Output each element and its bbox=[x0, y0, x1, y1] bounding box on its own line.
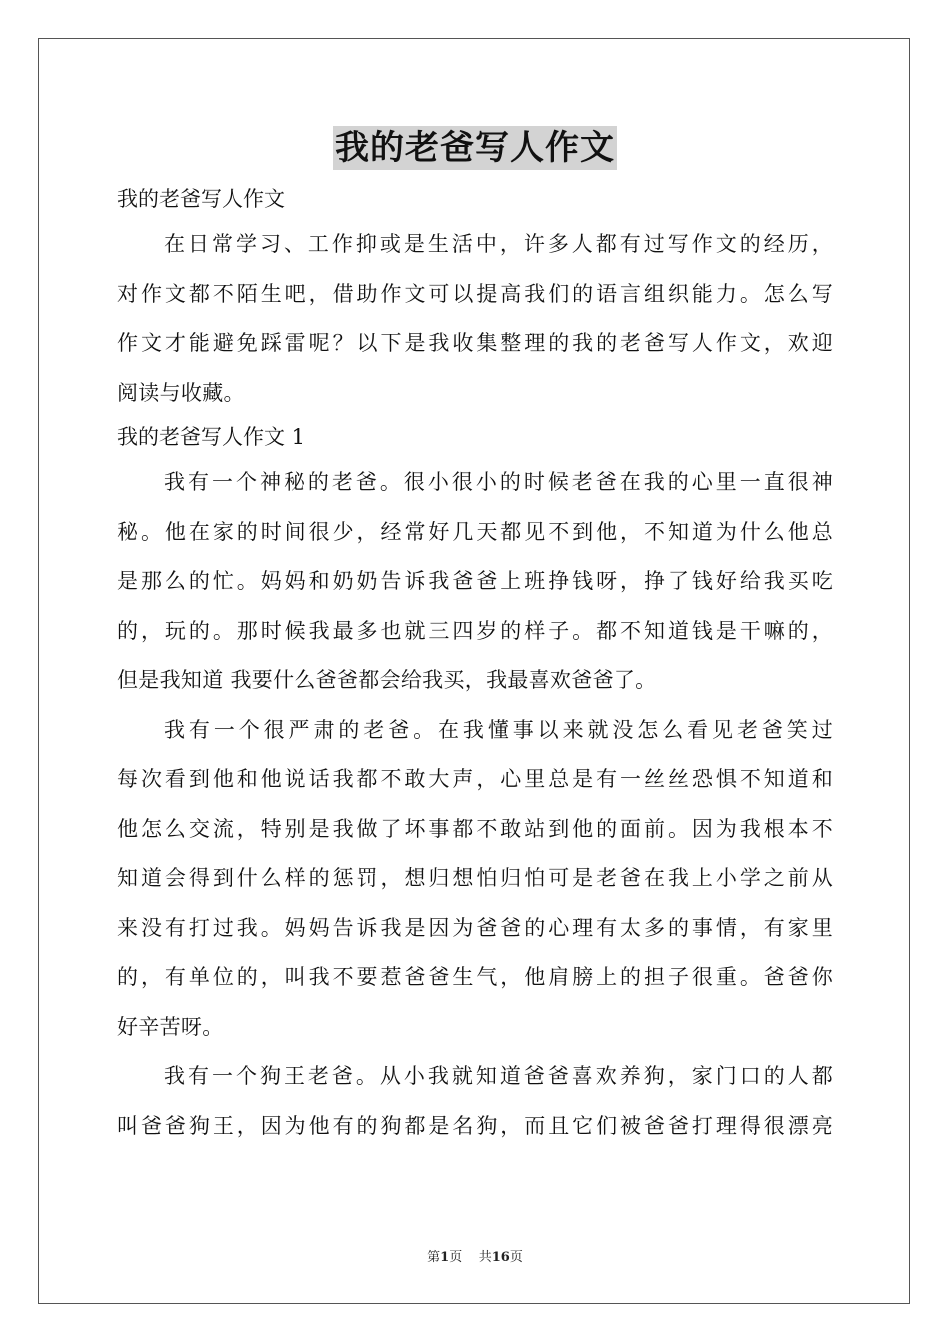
text-line: 的，有单位的，叫我不要惹爸爸生气，他肩膀上的担子很重。爸爸你 bbox=[117, 965, 833, 989]
section-heading: 我的老爸写人作文 1 bbox=[117, 425, 306, 449]
total-prefix: 共 bbox=[478, 1250, 492, 1265]
title-container bbox=[0, 126, 950, 170]
page-footer bbox=[0, 1246, 950, 1265]
document-title: 我的老爸写人作文 bbox=[335, 128, 615, 168]
text-line: 他怎么交流，特别是我做了坏事都不敢站到他的面前。因为我根本不 bbox=[117, 816, 833, 841]
text-line: 来没有打过我。妈妈告诉我是因为爸爸的心理有太多的事情，有家里 bbox=[117, 915, 833, 940]
text-line: 叫爸爸狗王，因为他有的狗都是名狗，而且它们被爸爸打理得很漂亮 bbox=[117, 1113, 833, 1138]
document-subtitle: 我的老爸写人作文 bbox=[117, 187, 285, 211]
text-line: 每次看到他和他说话我都不敢大声，心里总是有一丝丝恐惧不知道和 bbox=[117, 767, 833, 791]
text-line: 我有一个狗王老爸。从小我就知道爸爸喜欢养狗，家门口的人都 bbox=[164, 1064, 833, 1088]
body-paragraph bbox=[117, 458, 833, 706]
current-page-number: 1 bbox=[440, 1250, 450, 1265]
text-line: 作文才能避免踩雷呢？以下是我收集整理的我的老爸写人作文，欢迎 bbox=[117, 331, 833, 355]
text-line: 阅读与收藏。 bbox=[117, 380, 245, 405]
page-prefix: 第 bbox=[427, 1250, 441, 1265]
body-paragraph bbox=[117, 706, 833, 1053]
page-unit: 页 bbox=[449, 1250, 463, 1265]
text-line: 好辛苦呀。 bbox=[117, 1014, 224, 1039]
text-line: 我有一个很严肃的老爸。在我懂事以来就没怎么看见老爸笑过 bbox=[164, 717, 833, 742]
total-unit: 页 bbox=[509, 1250, 523, 1265]
text-line: 的，玩的。那时候我最多也就三四岁的样子。都不知道钱是干嘛的， bbox=[117, 618, 833, 643]
document-body bbox=[117, 180, 833, 1151]
body-paragraph bbox=[117, 1052, 833, 1151]
intro-paragraph bbox=[117, 220, 833, 418]
text-line: 我有一个神秘的老爸。很小很小的时候老爸在我的心里一直很神 bbox=[164, 470, 833, 494]
text-line: 秘。他在家的时间很少，经常好几天都见不到他，不知道为什么他总 bbox=[117, 519, 833, 544]
text-line: 在日常学习、工作抑或是生活中，许多人都有过写作文的经历， bbox=[164, 232, 833, 256]
text-line: 是那么的忙。妈妈和奶奶告诉我爸爸上班挣钱呀，挣了钱好给我买吃 bbox=[117, 569, 833, 593]
text-line: 对作文都不陌生吧，借助作文可以提高我们的语言组织能力。怎么写 bbox=[117, 281, 833, 306]
text-line: 知道会得到什么样的惩罚，想归想怕归怕可是老爸在我上小学之前从 bbox=[117, 866, 833, 890]
total-page-count: 16 bbox=[491, 1250, 510, 1265]
text-line: 但是我知道 我要什么爸爸都会给我买，我最喜欢爸爸了。 bbox=[117, 668, 657, 692]
